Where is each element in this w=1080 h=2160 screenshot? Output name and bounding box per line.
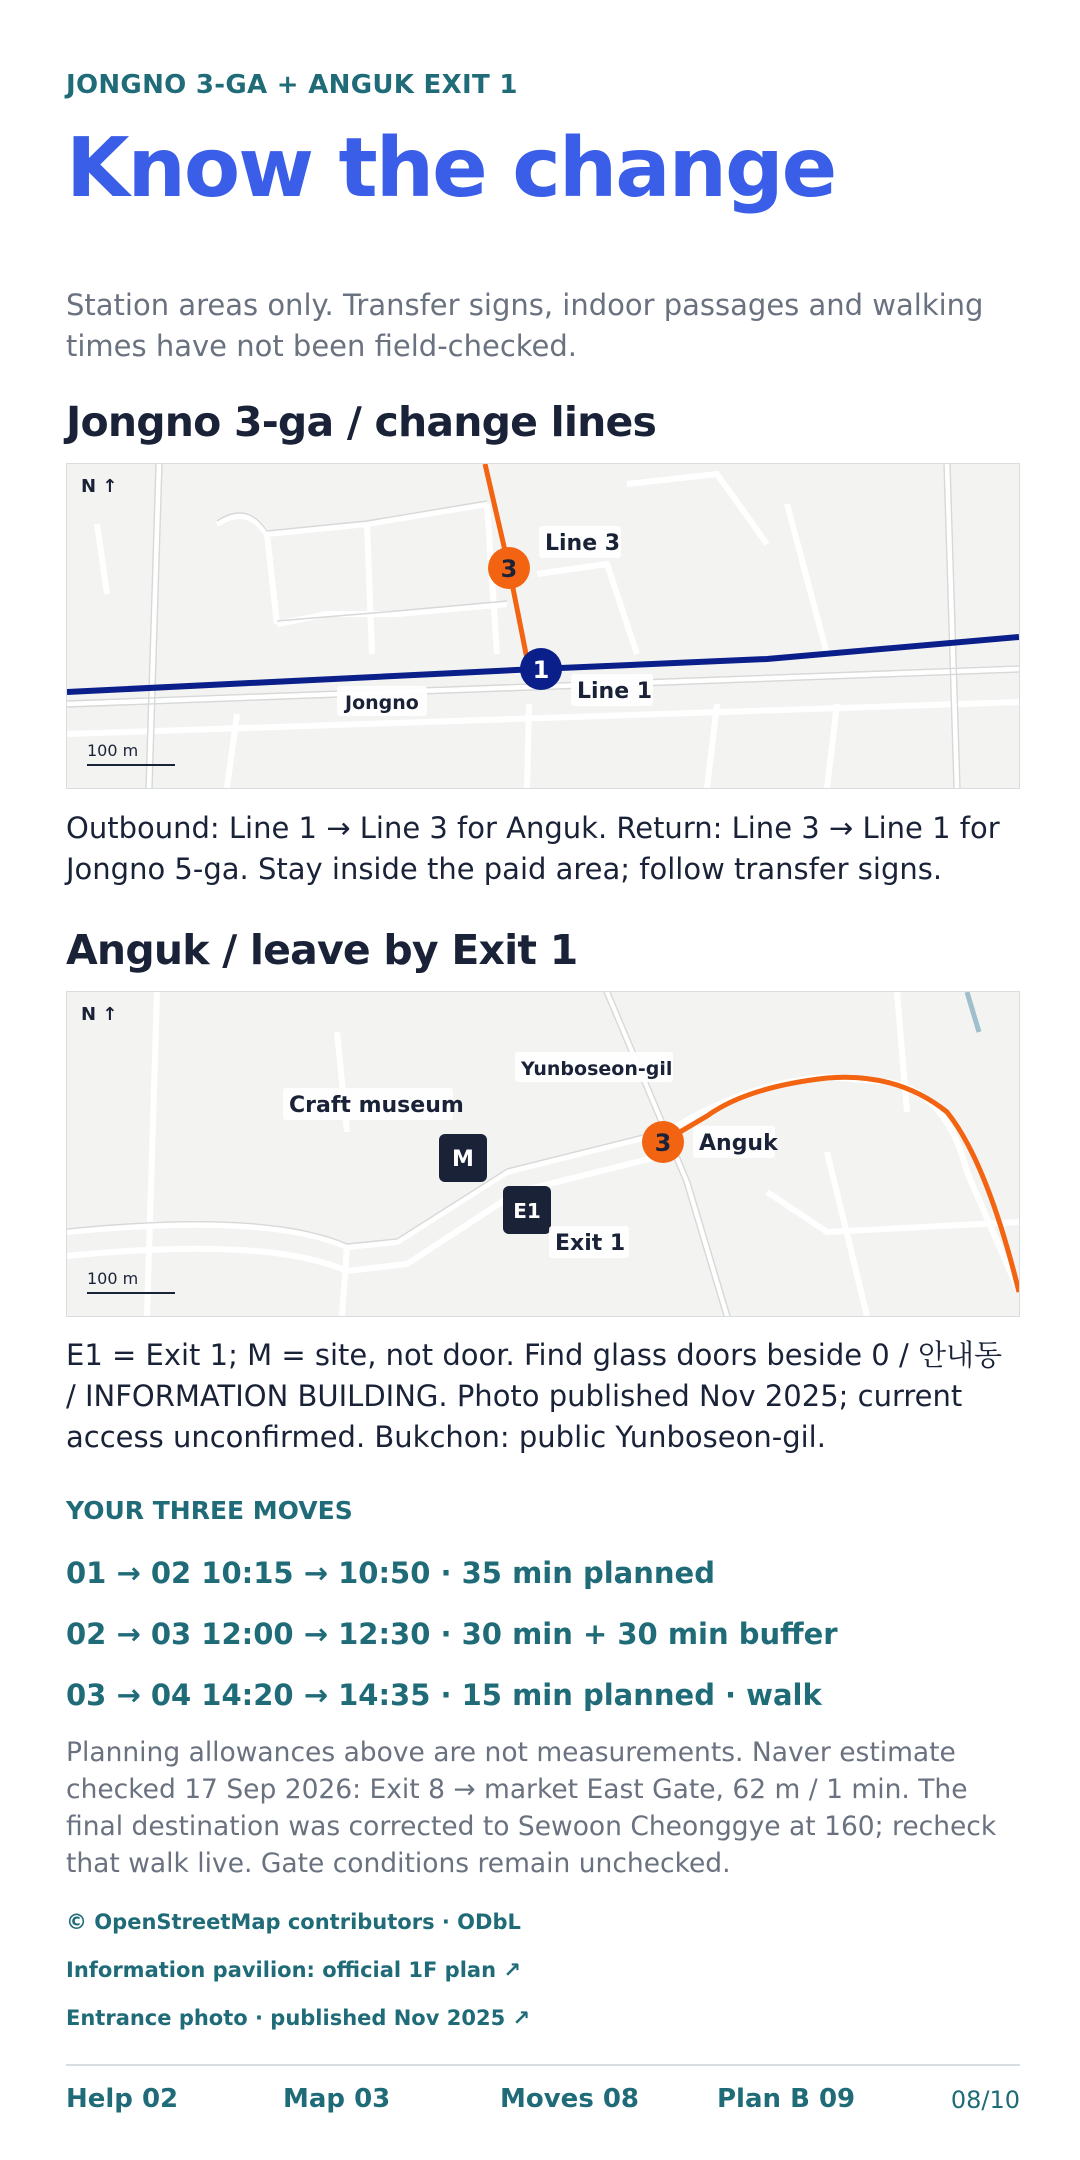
- scale-label: 100 m: [87, 741, 139, 760]
- line1-label: Line 1: [577, 679, 653, 704]
- plan-link[interactable]: Information pavilion: official 1F plan ↗: [66, 1958, 521, 1982]
- line3-route: [663, 1077, 1019, 1292]
- page-indicator: 08/10: [950, 2086, 1020, 2114]
- line1-badge: 1: [532, 656, 550, 684]
- map-jongno[interactable]: [66, 463, 1020, 789]
- page-title: Know the change: [66, 121, 836, 216]
- footer-divider: [66, 2064, 1020, 2066]
- north-arrow: N ↑: [81, 476, 118, 497]
- nav-map[interactable]: Map 03: [283, 2084, 391, 2114]
- anguk-station-badge: 3: [654, 1129, 672, 1157]
- map-streets: [67, 992, 1019, 1316]
- move-item-1[interactable]: 01 → 02 10:15 → 10:50 · 35 min planned: [66, 1556, 715, 1590]
- map-street-edges: [67, 464, 1019, 788]
- map-jongno-canvas: [67, 464, 1019, 788]
- move-item-2[interactable]: 02 → 03 12:00 → 12:30 · 30 min + 30 min buffer: [66, 1617, 838, 1651]
- water-feature: [967, 992, 979, 1032]
- north-arrow: N ↑: [81, 1004, 118, 1025]
- nav-plan-b[interactable]: Plan B 09: [717, 2084, 856, 2114]
- nav-help[interactable]: Help 02: [66, 2084, 179, 2114]
- street-label-jongno: Jongno: [345, 692, 419, 714]
- moves-heading: YOUR THREE MOVES: [66, 1496, 353, 1525]
- move-item-3[interactable]: 03 → 04 14:20 → 14:35 · 15 min planned · walk: [66, 1678, 822, 1712]
- site-badge: M: [452, 1147, 474, 1172]
- street-label-yunboseon: Yunboseon-gil: [521, 1058, 673, 1080]
- anguk-station-label: Anguk: [699, 1131, 778, 1156]
- planning-note: Planning allowances above are not measurements. Naver estimate checked 17 Sep 2026: Exit 8 → market East Gate, 62 m / 1 min. The final destination was corrected to Sewoon Cheonggye at 160; recheck that walk live. Gate conditions remain unchecked.: [66, 1737, 997, 1879]
- craft-museum-label: Craft museum: [289, 1093, 464, 1118]
- page-kicker: JONGNO 3-GA + ANGUK EXIT 1: [66, 70, 518, 100]
- exit1-badge: E1: [513, 1199, 541, 1223]
- nav-moves[interactable]: Moves 08: [500, 2084, 640, 2114]
- map-anguk[interactable]: [66, 991, 1020, 1317]
- intro-text: Station areas only. Transfer signs, indoor passages and walking times have not been field-checked.: [66, 288, 984, 363]
- map-anguk-canvas: [67, 992, 1019, 1316]
- osm-credit: © OpenStreetMap contributors · ODbL: [66, 1910, 521, 1934]
- map-streets: [67, 464, 1019, 788]
- anguk-description: E1 = Exit 1; M = site, not door. Find glass doors beside 0 / 안내동 / INFORMATION BUILDING. Photo published Nov 2025; current access unconfirmed. Bukchon: public Yunboseon-gil.: [66, 1338, 1002, 1454]
- photo-link[interactable]: Entrance photo · published Nov 2025 ↗: [66, 2006, 531, 2030]
- line3-label: Line 3: [545, 531, 621, 556]
- exit1-label: Exit 1: [555, 1231, 626, 1256]
- line3-badge: 3: [500, 555, 518, 583]
- section-heading-jongno: Jongno 3-ga / change lines: [66, 398, 657, 446]
- jongno-description: Outbound: Line 1 → Line 3 for Anguk. Return: Line 3 → Line 1 for Jongno 5-ga. Stay inside the paid area; follow transfer signs.: [66, 811, 1000, 886]
- scale-label: 100 m: [87, 1269, 139, 1288]
- section-heading-anguk: Anguk / leave by Exit 1: [66, 926, 578, 974]
